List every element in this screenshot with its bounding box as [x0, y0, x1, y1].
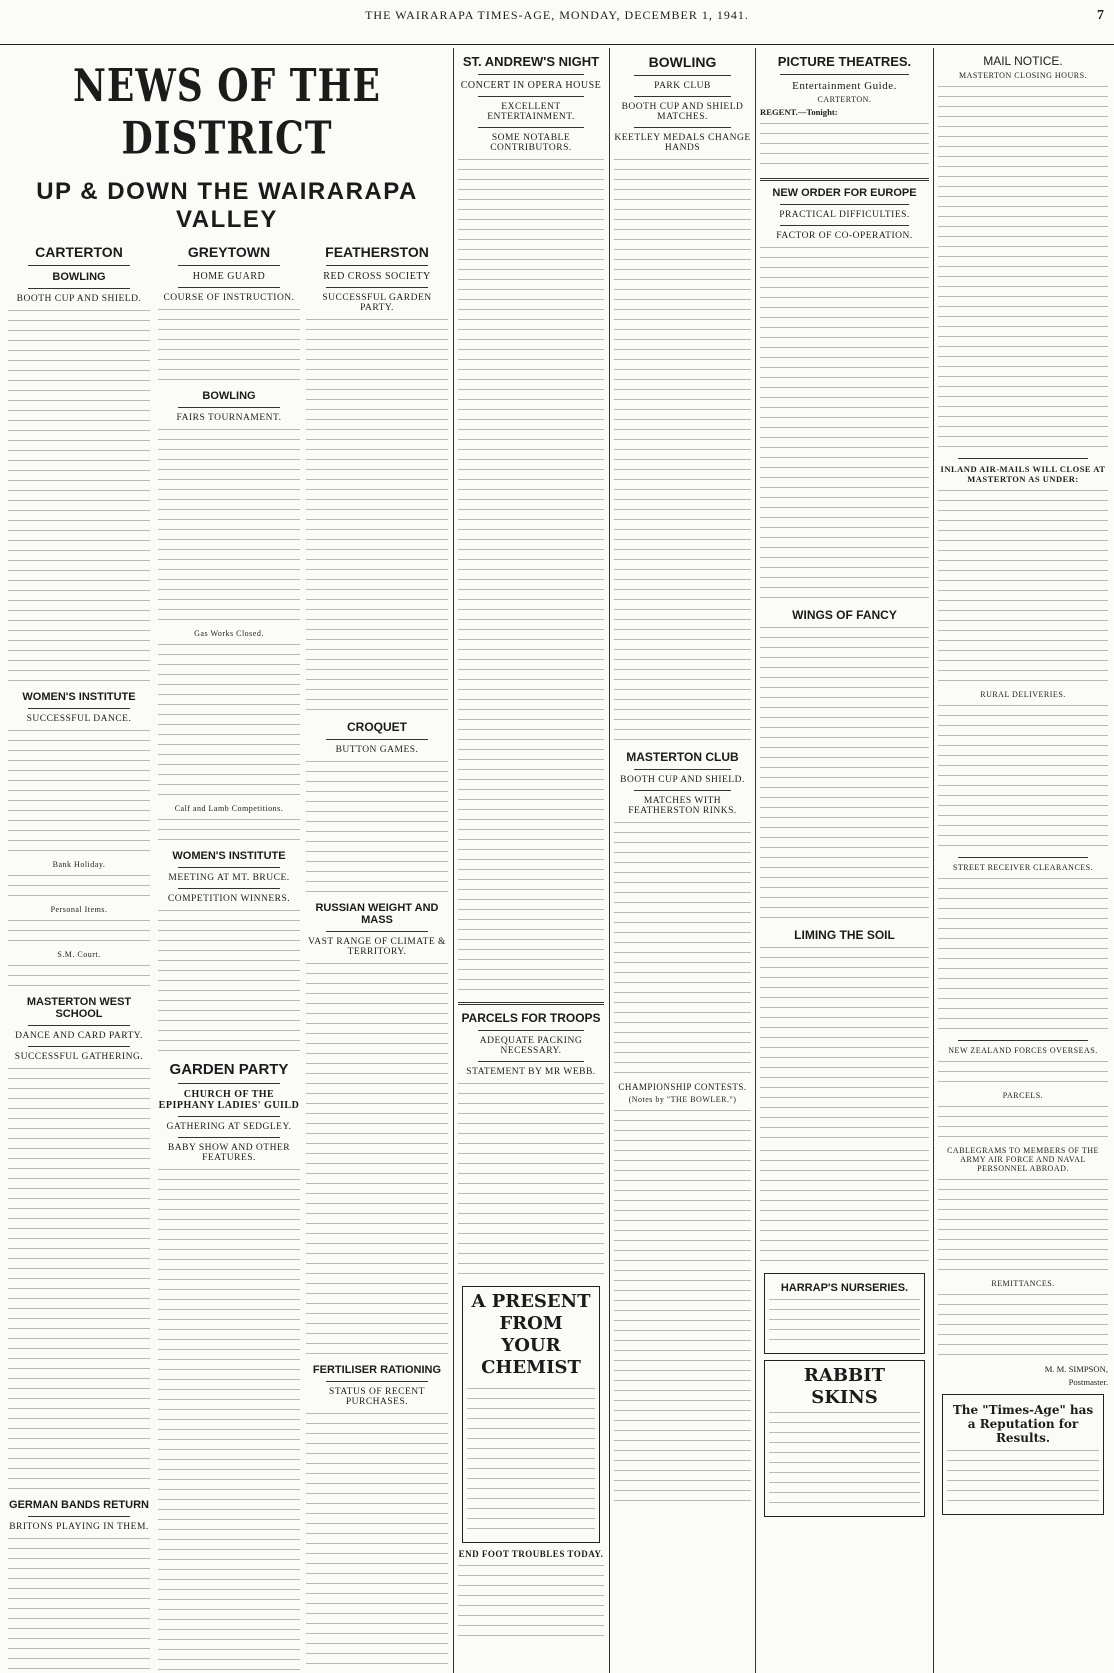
results-list	[760, 1147, 929, 1267]
picture-head: PICTURE THEATRES.	[777, 54, 912, 69]
masterton-club-sub: BOOTH CUP AND SHIELD.	[620, 775, 745, 785]
personal-body	[8, 917, 150, 947]
parcels-body	[458, 1080, 604, 1280]
bowling-booth: BOOTH CUP AND SHIELD MATCHES.	[621, 102, 744, 122]
masthead-title: THE WAIRARAPA TIMES-AGE, MONDAY, DECEMBER 1, 1941.	[365, 8, 749, 22]
column-mail	[938, 50, 1108, 1673]
wi-sub: SUCCESSFUL DANCE.	[26, 714, 132, 724]
times-ad-head: The "Times-Age" has a Reputation for Results.	[952, 1402, 1094, 1445]
masthead-rule	[0, 44, 1114, 45]
masterton-club-body	[614, 819, 751, 1079]
remittances-head: REMITTANCES.	[991, 1279, 1055, 1288]
air-mail-body	[938, 487, 1108, 687]
new-order-sub2: FACTOR OF CO-OPERATION.	[776, 231, 913, 242]
bowling-head: BOWLING	[648, 54, 717, 70]
bowling-park-club: PARK CLUB	[654, 81, 711, 91]
rabbit-advert	[764, 1360, 925, 1517]
keetley-medals: KEETLEY MEDALS CHANGE HANDS	[614, 133, 751, 153]
calf-body	[158, 816, 300, 846]
entertainment-guide: Entertainment Guide.	[792, 80, 897, 92]
chemist-ad-body	[467, 1385, 595, 1535]
gwi-head: WOMEN'S INSTITUTE	[172, 850, 286, 862]
new-order-head: NEW ORDER FOR EUROPE	[772, 187, 917, 200]
carterton-body	[8, 307, 150, 687]
croquet-sub: BUTTON GAMES.	[335, 745, 419, 755]
german-bands-head: GERMAN BANDS RETURN	[9, 1499, 149, 1511]
carterton-booth: BOOTH CUP AND SHIELD.	[16, 294, 142, 304]
russian-sub: VAST RANGE OF CLIMATE & TERRITORY.	[308, 937, 446, 957]
parcels-sub: ADEQUATE PACKING NECESSARY.	[479, 1036, 583, 1056]
masthead	[0, 8, 1114, 26]
featherston-head: FEATHERSTON	[325, 244, 429, 260]
harrap-advert	[764, 1273, 925, 1354]
garden-party-body	[158, 1166, 300, 1673]
german-bands-body	[8, 1535, 150, 1673]
garden-party-sub3: BABY SHOW AND OTHER FEATURES.	[167, 1143, 291, 1163]
greytown-hg-body	[158, 306, 300, 386]
featherston-redcross: RED CROSS SOCIETY	[323, 271, 431, 282]
nz-forces-body	[938, 1058, 1108, 1088]
chemist-ad-head: A PRESENT FROM YOUR CHEMIST	[471, 1291, 591, 1378]
column-rule	[609, 48, 610, 1673]
chemist-advert	[462, 1286, 600, 1543]
air-mail-head: INLAND AIR-MAILS WILL CLOSE AT MASTERTON AS UNDER:	[940, 464, 1106, 484]
column-picture	[760, 50, 929, 1673]
wi-head: WOMEN'S INSTITUTE	[22, 691, 136, 703]
gwi-sub2: COMPETITION WINNERS.	[167, 894, 291, 904]
mws-sub2: SUCCESSFUL GATHERING.	[14, 1052, 144, 1062]
russian-head: RUSSIAN WEIGHT AND MASS	[315, 902, 439, 926]
gwi-body	[158, 907, 300, 1057]
parcels-head: PARCELS FOR TROOPS	[461, 1011, 601, 1025]
harrap-head: HARRAP'S NURSERIES.	[780, 1282, 909, 1295]
column-featherston	[306, 240, 448, 1673]
cables-head: CABLEGRAMS TO MEMBERS OF THE ARMY AIR FORCE AND NAVAL PERSONNEL ABROAD.	[947, 1146, 1099, 1173]
bowling-body	[614, 156, 751, 746]
harrap-body	[769, 1296, 920, 1346]
german-bands-sub: BRITONS PLAYING IN THEM.	[9, 1522, 149, 1532]
parcels-rates: PARCELS.	[1002, 1091, 1044, 1100]
fertiliser-head: FERTILISER RATIONING	[312, 1364, 442, 1376]
times-ad-body	[947, 1447, 1099, 1507]
st-andrews-head: ST. ANDREW'S NIGHT	[462, 54, 600, 69]
foot-body	[458, 1562, 604, 1642]
rabbit-body	[769, 1409, 920, 1509]
wings-head: WINGS OF FANCY	[792, 608, 897, 623]
croquet-head: CROQUET	[347, 720, 407, 734]
times-age-advert	[942, 1394, 1104, 1515]
foot-troubles: END FOOT TROUBLES TODAY.	[458, 1549, 604, 1559]
bank-body	[8, 872, 150, 902]
district-banner	[6, 52, 448, 242]
column-greytown	[158, 240, 300, 1673]
carterton-theatre: CARTERTON.	[817, 95, 872, 104]
carterton-bowling: BOWLING	[52, 271, 106, 283]
postmaster-name: M. M. SIMPSON,	[1044, 1364, 1108, 1374]
greytown-fairs: FAIRS TOURNAMENT.	[176, 413, 282, 423]
greytown-course: COURSE OF INSTRUCTION.	[163, 293, 295, 303]
personal-items: Personal Items.	[50, 905, 108, 914]
wi-body	[8, 727, 150, 857]
parcels-sub2: STATEMENT BY MR WEBB.	[466, 1067, 596, 1077]
regent-tonight: REGENT.—Tonight:	[760, 107, 838, 117]
garden-party-sub2: GATHERING AT SEDGLEY.	[166, 1122, 292, 1132]
rural-body	[938, 702, 1108, 852]
st-andrews-body	[458, 156, 604, 996]
mws-body	[8, 1065, 150, 1495]
nz-forces-head: NEW ZEALAND FORCES OVERSEAS.	[948, 1046, 1098, 1055]
st-andrews-sub: CONCERT IN OPERA HOUSE	[460, 80, 602, 91]
liming-body	[760, 944, 929, 1144]
liming-head: LIMING THE SOIL	[794, 928, 895, 943]
st-andrews-sub2: EXCELLENT ENTERTAINMENT.	[487, 102, 575, 122]
calf-lamb: Calf and Lamb Competitions.	[174, 804, 284, 813]
masterton-club-head: MASTERTON CLUB	[626, 750, 739, 764]
page-number: 7	[1097, 8, 1104, 23]
rural-head: RURAL DELIVERIES.	[980, 690, 1066, 699]
masterton-club-sub2: MATCHES WITH FEATHERSTON RINKS.	[628, 796, 737, 816]
parcels-rates-body	[938, 1103, 1108, 1143]
notes-by: (Notes by "THE BOWLER.")	[628, 1095, 737, 1104]
street-body	[938, 875, 1108, 1035]
greytown-bowling: BOWLING	[202, 390, 256, 402]
carterton-head: CARTERTON	[35, 244, 123, 260]
gas-works: Gas Works Closed.	[194, 629, 264, 638]
garden-party-sub: CHURCH OF THE EPIPHANY LADIES' GUILD	[158, 1089, 300, 1111]
rabbit-head: RABBIT SKINS	[803, 1365, 886, 1409]
fertiliser-body	[306, 1410, 448, 1673]
greytown-homeguard: HOME GUARD	[192, 271, 266, 282]
gas-body	[158, 641, 300, 801]
featherston-body	[306, 316, 448, 716]
column-bowling	[614, 50, 751, 1673]
column-rule	[933, 48, 934, 1673]
street-head: STREET RECEIVER CLEARANCES.	[952, 863, 1094, 872]
greytown-bowling-body	[158, 426, 300, 626]
bank-holiday: Bank Holiday.	[52, 860, 106, 869]
new-order-sub: PRACTICAL DIFFICULTIES.	[779, 210, 910, 221]
championship-contests: CHAMPIONSHIP CONTESTS.	[618, 1082, 747, 1092]
croquet-body	[306, 758, 448, 898]
cables-body	[938, 1176, 1108, 1276]
remittances-body	[938, 1291, 1108, 1361]
mws-sub: DANCE AND CARD PARTY.	[15, 1031, 143, 1041]
sm-body	[8, 962, 150, 992]
st-andrews-sub3: SOME NOTABLE CONTRIBUTORS.	[490, 133, 572, 153]
column-rule	[453, 48, 454, 1673]
mail-body	[938, 83, 1108, 453]
banner-title: NEWS OF THE DISTRICT	[73, 59, 381, 165]
featherston-sub2: SUCCESSFUL GARDEN PARTY.	[322, 293, 432, 313]
mail-head: MAIL NOTICE.	[983, 54, 1063, 68]
garden-party-head: GARDEN PARTY	[169, 1061, 289, 1078]
banner-subtitle: UP & DOWN THE WAIRARAPA VALLEY	[36, 178, 418, 233]
mail-sub: MASTERTON CLOSING HOURS.	[958, 71, 1088, 80]
column-rule	[755, 48, 756, 1673]
postmaster-title: Postmaster.	[1068, 1377, 1108, 1388]
greytown-head: GREYTOWN	[187, 244, 271, 260]
championship-body	[614, 1107, 751, 1507]
russian-body	[306, 960, 448, 1360]
wings-body	[760, 624, 929, 924]
mws-head: MASTERTON WEST SCHOOL	[26, 996, 132, 1020]
sm-court: S.M. Court.	[57, 950, 101, 959]
gwi-sub: MEETING AT MT. BRUCE.	[168, 873, 290, 883]
new-order-body	[760, 244, 929, 604]
regent-body	[760, 120, 929, 172]
column-st-andrews	[458, 50, 604, 1673]
column-carterton	[8, 240, 150, 1673]
fertiliser-sub: STATUS OF RECENT PURCHASES.	[329, 1387, 425, 1407]
